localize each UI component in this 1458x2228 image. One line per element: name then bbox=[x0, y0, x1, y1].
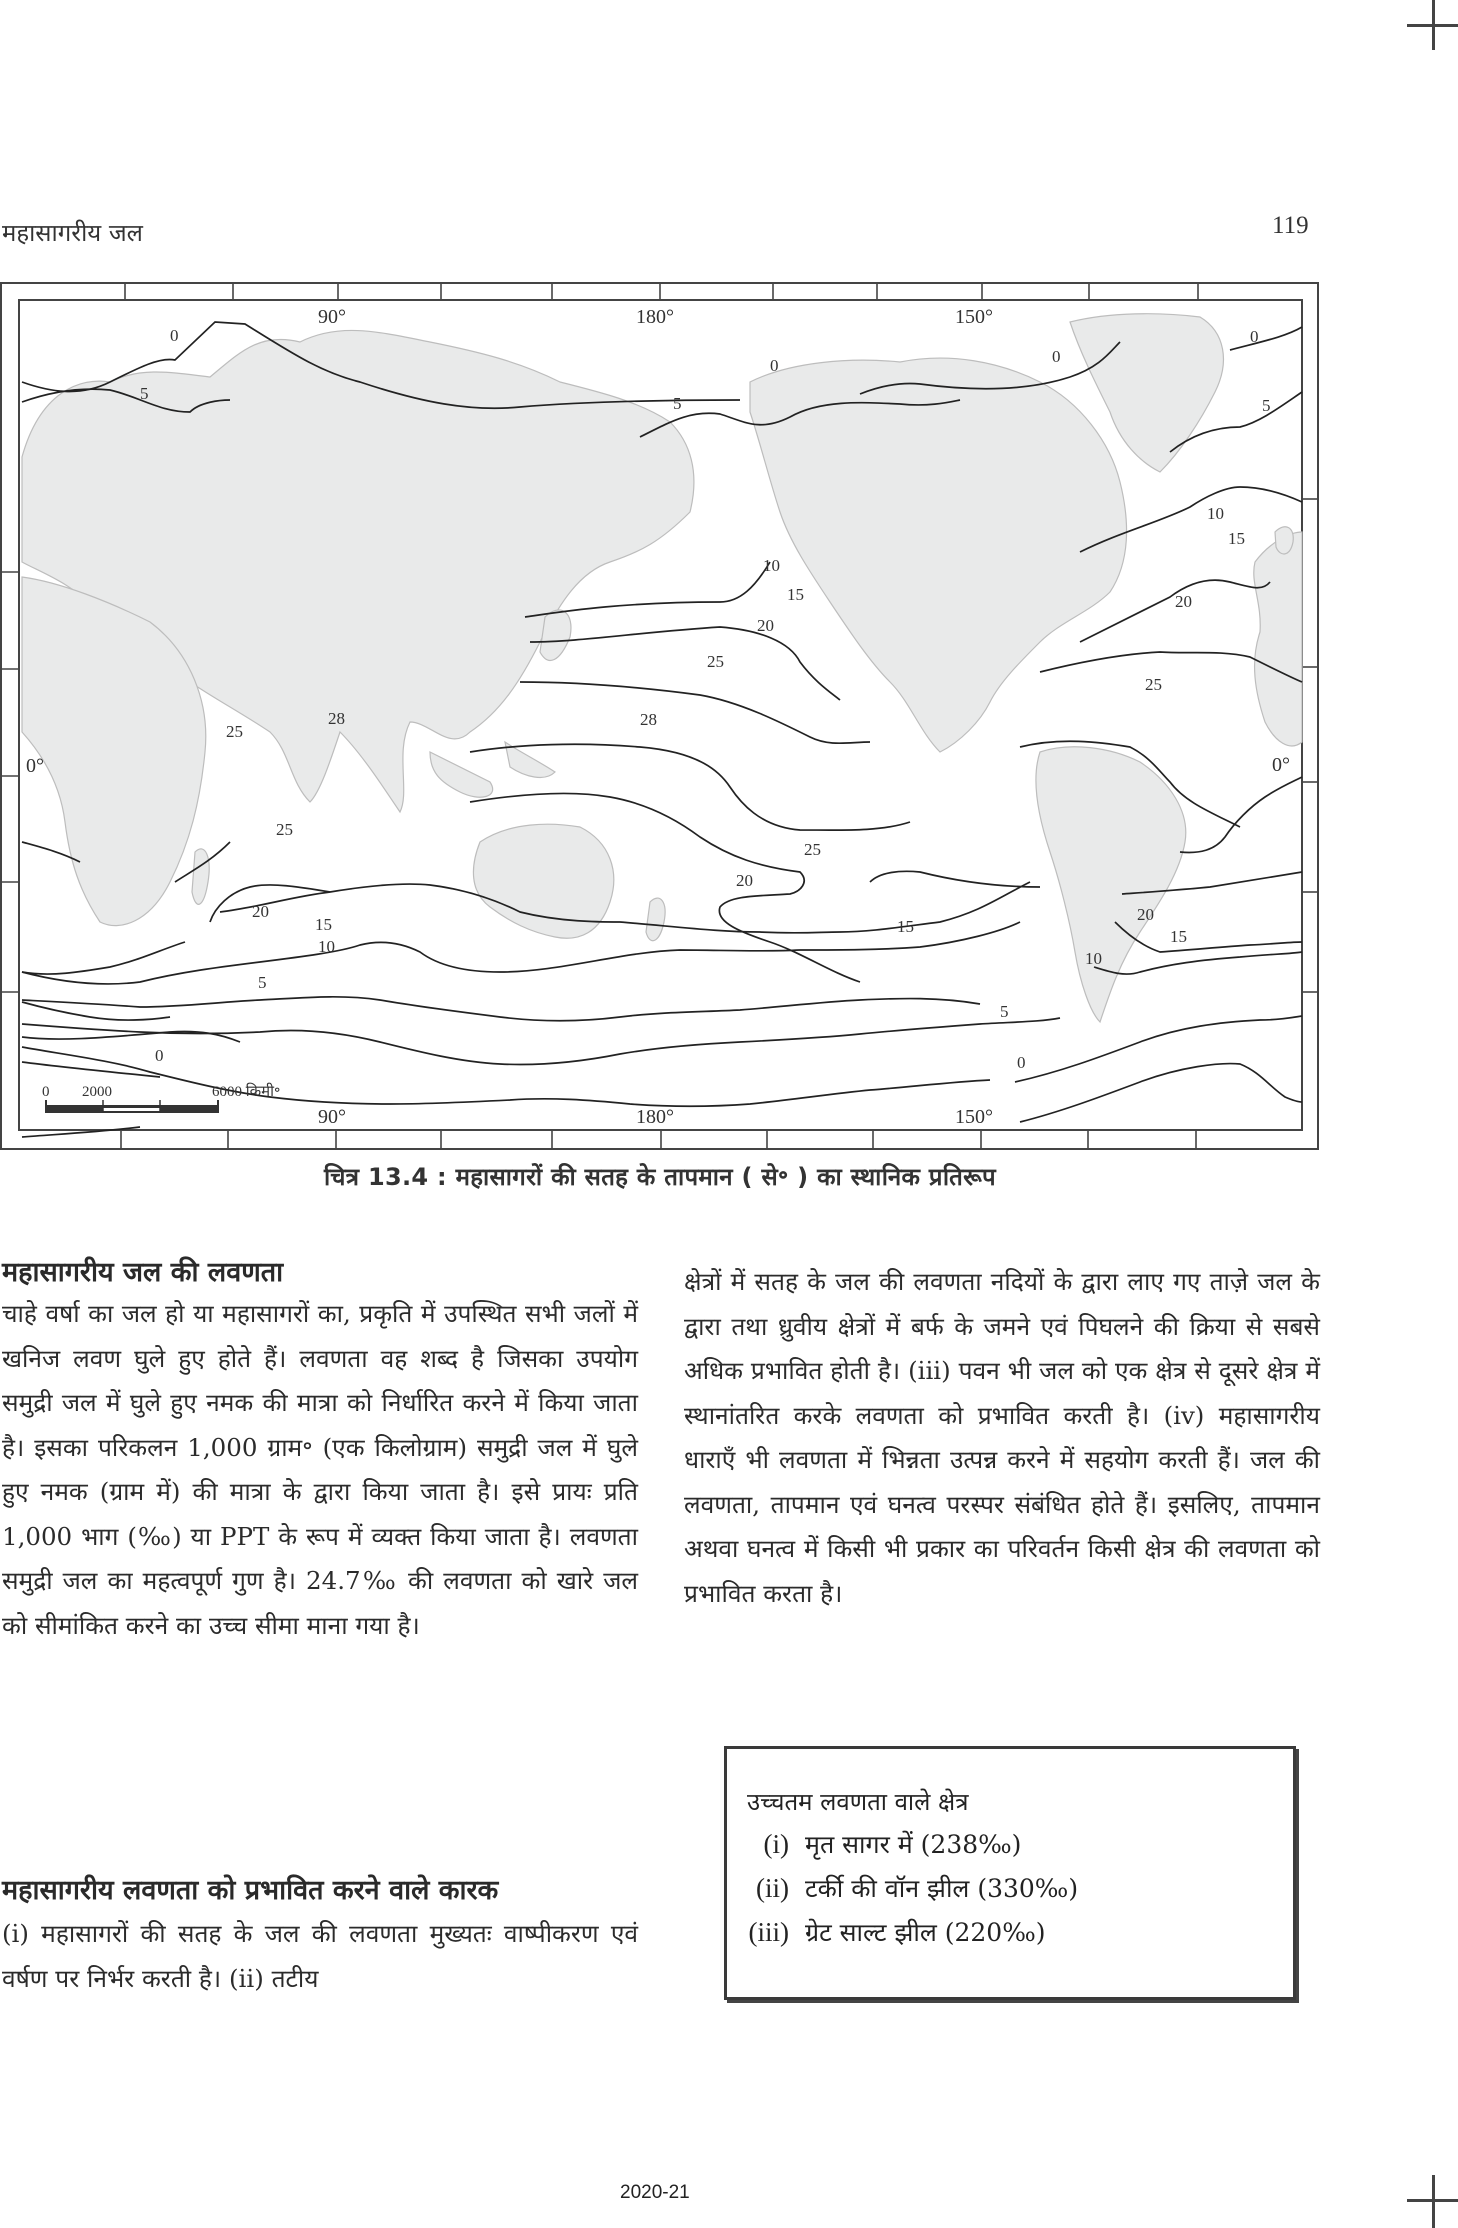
lon-label-bottom-180: 180° bbox=[636, 1106, 674, 1128]
svg-text:5: 5 bbox=[1000, 1002, 1009, 1021]
factors-paragraph-left: (i) महासागरों की सतह के जल की लवणता मुख्यतः वाष्पीकरण एवं वर्षण पर निर्भर करती है। (ii) तटीय bbox=[2, 1919, 638, 1993]
crop-mark-top-right-vertical bbox=[1432, 0, 1435, 50]
lat-label-right-0: 0° bbox=[1272, 754, 1290, 776]
svg-text:0: 0 bbox=[42, 1084, 50, 1100]
svg-text:15: 15 bbox=[1228, 529, 1245, 548]
svg-text:0: 0 bbox=[1052, 347, 1061, 366]
svg-text:25: 25 bbox=[707, 652, 724, 671]
svg-text:0: 0 bbox=[155, 1046, 164, 1065]
page-number: 119 bbox=[1272, 212, 1309, 239]
salinity-paragraph: चाहे वर्षा का जल हो या महासागरों का, प्रकृति में उपस्थित सभी जलों में खनिज लवण घुले हुए होते हैं। लवणता वह शब्द है जिसका उपयोग समुद्री जल में घुले हुए नमक की मात्रा को निर्धारित करने में किया जाता है। इसका परिकलन 1,000 ग्राम॰ (एक किलोग्राम) समुद्री जल में घुले हुए नमक (ग्राम में) की मात्रा के द्वारा किया जाता है। इसे प्रायः प्रति 1,000 भाग (‰) या PPT के रूप में व्यक्त किया जाता है। लवणता समुद्री जल का महत्वपूर्ण गुण है। 24.7‰ की लवणता को खारे जल को सीमांकित करने का उच्च सीमा माना गया है। bbox=[2, 1299, 638, 1640]
section-heading-salinity: महासागरीय जल की लवणता bbox=[2, 1257, 284, 1288]
svg-text:10: 10 bbox=[1085, 949, 1102, 968]
lon-label-bottom-90: 90° bbox=[318, 1106, 346, 1128]
svg-text:25: 25 bbox=[1145, 675, 1162, 694]
section-heading-factors: महासागरीय लवणता को प्रभावित करने वाले कारक bbox=[2, 1875, 499, 1906]
crop-mark-bottom-right-vertical bbox=[1432, 2175, 1435, 2228]
factors-paragraph-right: क्षेत्रों में सतह के जल की लवणता नदियों के द्वारा लाए गए ताज़े जल के द्वारा तथा ध्रुवीय क्षेत्रों में बर्फ के जमने एवं पिघलने की क्रिया से सबसे अधिक प्रभावित होती है। (iii) पवन भी जल को एक क्षेत्र से दूसरे क्षेत्र में स्थानांतरित करके लवणता को प्रभावित करती है। (iv) महासागरीय धाराएँ भी लवणता में भिन्नता उत्पन्न करने में सहयोग करती हैं। जल की लवणता, तापमान एवं घनत्व परस्पर संबंधित होते हैं। इसलिए, तापमान अथवा घनत्व में किसी भी प्रकार का परिवर्तन किसी क्षेत्र की लवणता को प्रभावित करता है। bbox=[684, 1267, 1320, 1608]
lon-label-top-180: 180° bbox=[636, 306, 674, 328]
lat-label-left-0: 0° bbox=[26, 755, 44, 777]
lon-label-bottom-150: 150° bbox=[955, 1106, 993, 1128]
svg-text:10: 10 bbox=[1207, 504, 1224, 523]
highest-salinity-box bbox=[724, 1746, 1296, 2000]
svg-text:0: 0 bbox=[170, 326, 179, 345]
box-item: (i) मृत सागर में (238‰) bbox=[763, 1829, 1022, 1859]
footer-year: 2020-21 bbox=[620, 2182, 690, 2203]
svg-text:15: 15 bbox=[315, 915, 332, 934]
running-title: महासागरीय जल bbox=[2, 219, 143, 247]
svg-text:15: 15 bbox=[787, 585, 804, 604]
box-item: (ii) टर्की की वॉन झील (330‰) bbox=[756, 1873, 1079, 1903]
figure-caption: चित्र 13.4 : महासागरों की सतह के तापमान ( से॰ ) का स्थानिक प्रतिरूप bbox=[324, 1163, 996, 1191]
box-title: उच्चतम लवणता वाले क्षेत्र bbox=[747, 1788, 969, 1816]
ocean-temperature-map bbox=[0, 282, 1320, 1152]
svg-text:20: 20 bbox=[757, 616, 774, 635]
svg-text:5: 5 bbox=[673, 394, 682, 413]
svg-text:5: 5 bbox=[140, 384, 149, 403]
lon-label-top-90: 90° bbox=[318, 306, 346, 328]
svg-text:10: 10 bbox=[318, 937, 335, 956]
svg-text:10: 10 bbox=[763, 556, 780, 575]
svg-text:20: 20 bbox=[736, 871, 753, 890]
svg-text:28: 28 bbox=[640, 710, 657, 729]
svg-text:0: 0 bbox=[770, 356, 779, 375]
svg-text:2000: 2000 bbox=[82, 1084, 112, 1100]
box-item: (iii) ग्रेट साल्ट झील (220‰) bbox=[748, 1917, 1046, 1947]
svg-text:5: 5 bbox=[1262, 396, 1271, 415]
svg-text:0: 0 bbox=[1250, 327, 1259, 346]
svg-text:15: 15 bbox=[897, 917, 914, 936]
lon-label-top-150: 150° bbox=[955, 306, 993, 328]
svg-text:6000 किमी॰: 6000 किमी॰ bbox=[212, 1084, 281, 1100]
svg-text:20: 20 bbox=[1175, 592, 1192, 611]
svg-text:25: 25 bbox=[276, 820, 293, 839]
svg-text:20: 20 bbox=[252, 902, 269, 921]
svg-text:28: 28 bbox=[328, 709, 345, 728]
svg-text:25: 25 bbox=[804, 840, 821, 859]
svg-text:20: 20 bbox=[1137, 905, 1154, 924]
svg-text:25: 25 bbox=[226, 722, 243, 741]
svg-text:0: 0 bbox=[1017, 1053, 1026, 1072]
svg-text:5: 5 bbox=[258, 973, 267, 992]
svg-text:15: 15 bbox=[1170, 927, 1187, 946]
